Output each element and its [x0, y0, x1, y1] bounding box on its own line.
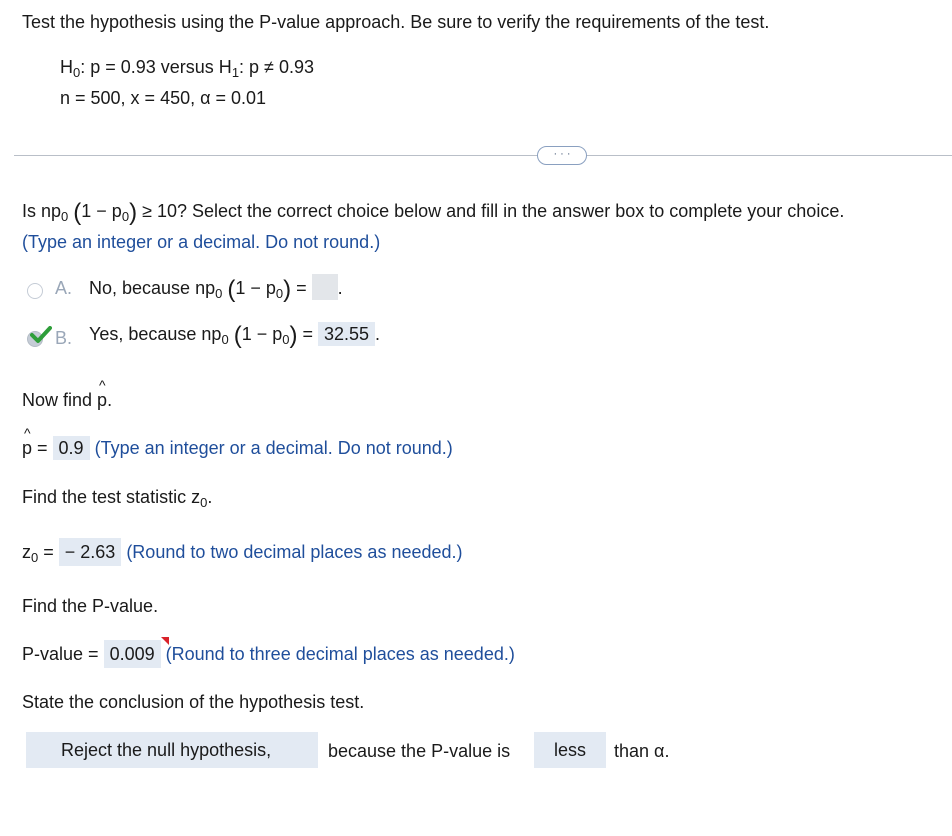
decision-dropdown[interactable] — [26, 732, 318, 768]
more-button[interactable]: · · · — [537, 146, 587, 165]
given-values: n = 500, x = 450, α = 0.01 — [60, 88, 267, 108]
option-a-letter: A. — [55, 278, 73, 298]
decision-value: Reject the null hypothesis, — [61, 740, 272, 760]
pvalue-row — [22, 644, 515, 665]
option-a-input[interactable] — [312, 274, 338, 300]
option-a[interactable]: No, because $np_0$ $(1 - p_0)$ = . — [89, 276, 343, 303]
h0-text: : p = 0.93 versus H — [80, 57, 232, 77]
option-b-letter: B. — [55, 328, 73, 348]
pvalue-hint: (Round to three decimal places as needed.) — [165, 644, 515, 664]
option-b[interactable]: Yes, because $np_0$ $(1 - p_0) = 32.55$ . — [89, 322, 381, 349]
option-a-radio[interactable] — [27, 283, 43, 299]
divider — [14, 155, 952, 156]
z-prompt: Find the test statistic $z_0$. — [22, 487, 213, 510]
than-text: than α. — [614, 741, 670, 761]
h0-sub: 0 — [73, 65, 81, 80]
option-b-text: Yes, because np — [89, 324, 222, 344]
phat-prompt: Now find ^ p. — [22, 390, 112, 411]
pvalue-prompt: Find the P-value. — [22, 596, 159, 616]
h1-text: : p ≠ 0.93 — [239, 57, 314, 77]
hypotheses — [60, 57, 314, 80]
check-icon — [30, 326, 52, 344]
comparison-value: less — [553, 740, 586, 760]
phat-answer[interactable]: 0.9 — [53, 436, 90, 460]
h1-sub: 1 — [231, 65, 240, 80]
h0-label: H — [60, 57, 73, 77]
comparison-dropdown[interactable] — [534, 732, 606, 768]
instruction-text: Test the hypothesis using the P-value approach. Be sure to verify the requirements of the test. — [22, 12, 770, 32]
option-a-text: No, because np — [89, 278, 216, 298]
pvalue-answer[interactable]: 0.009 — [104, 640, 161, 668]
conclusion-prompt: State the conclusion of the hypothesis test. — [22, 692, 365, 712]
because-text: because the P-value is — [328, 741, 511, 761]
z-answer[interactable]: − 2.63 — [59, 538, 122, 566]
prompt-post: ≥ 10? Select the correct choice below and fill in the answer box to complete your choice. — [142, 201, 845, 221]
phat-hint: (Type an integer or a decimal. Do not round.) — [94, 438, 453, 458]
step1-hint: (Type an integer or a decimal. Do not round.) — [22, 232, 381, 252]
requirement-prompt: Is $np_0$ $(1 - p_0) \ge 10$? Select the correct choice below and fill in the answer box to complete your choice. — [22, 199, 845, 226]
z-row: $z_0$ = − 2.63 (Round to two decimal places as needed.) — [22, 542, 463, 565]
flag-icon — [161, 637, 169, 645]
option-b-answer[interactable]: 32.55 — [318, 322, 375, 346]
pvalue-label: P-value = — [22, 644, 99, 664]
phat-row: ^ p = 0.9 (Type an integer or a decimal. Do not round.) — [22, 438, 453, 459]
prompt-pre: Is np — [22, 201, 62, 221]
z-hint: (Round to two decimal places as needed.) — [126, 542, 463, 562]
